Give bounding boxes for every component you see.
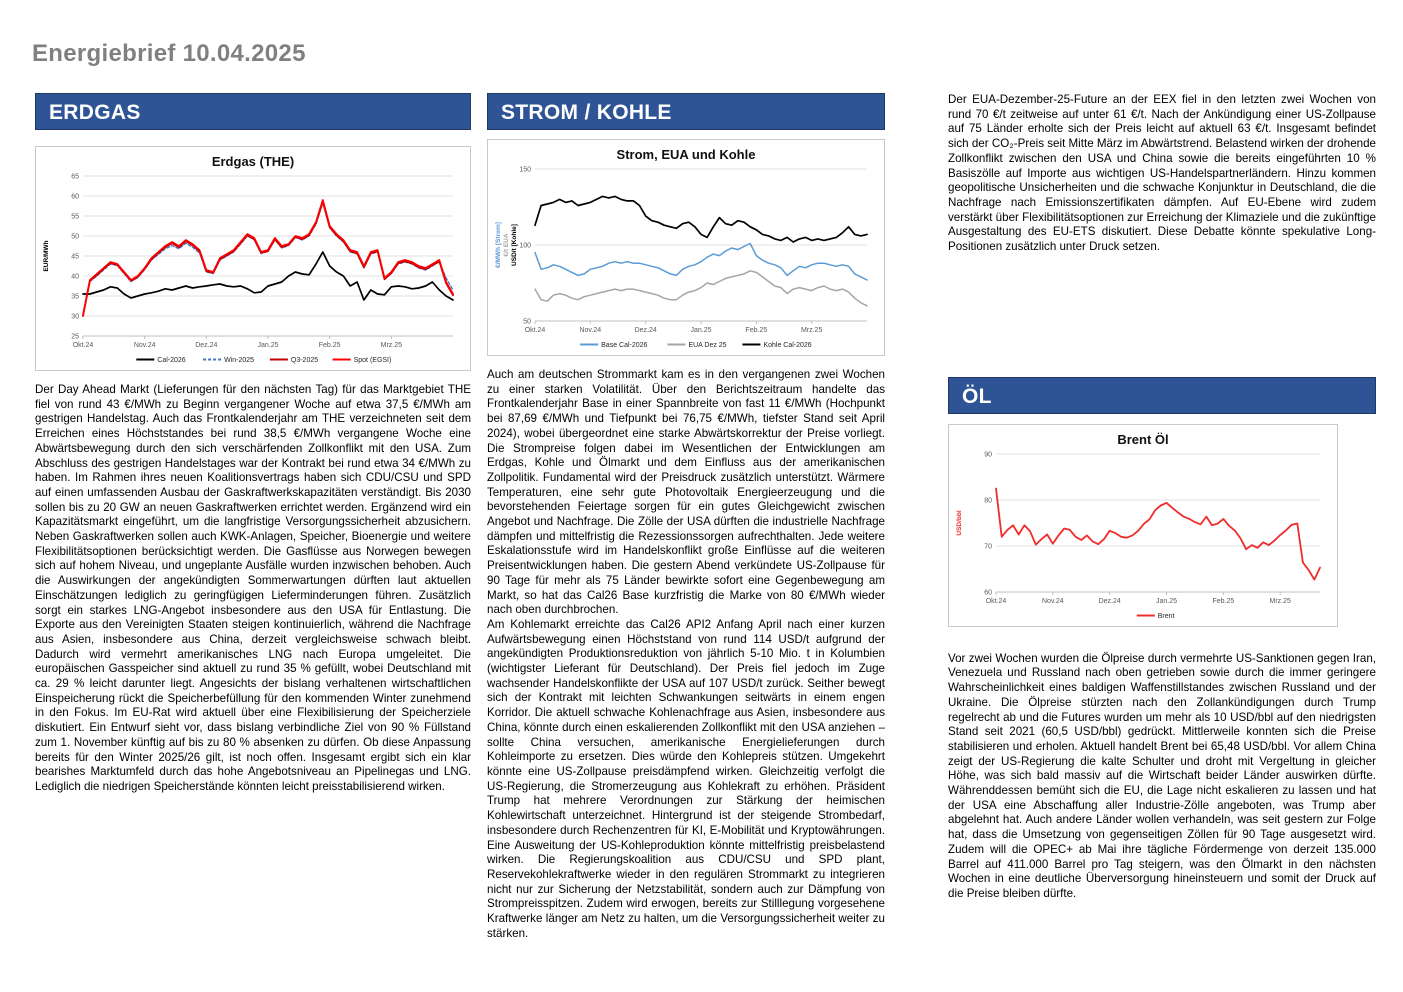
svg-text:EUA Dez 25: EUA Dez 25 — [688, 342, 727, 349]
svg-text:Cal-2026: Cal-2026 — [157, 357, 186, 364]
svg-text:40: 40 — [71, 273, 79, 281]
strom-chart-canvas — [491, 163, 881, 353]
svg-text:65: 65 — [71, 173, 79, 181]
column-eua-oel — [948, 93, 1376, 902]
strom-chart — [487, 139, 885, 356]
svg-text:Dez.24: Dez.24 — [195, 342, 218, 349]
oel-paragraph: Vor zwei Wochen wurden die Ölpreise durch vermehrte US-Sanktionen gegen Iran, Venezuela und Russland nach oben getrieben sowie durch die immer geringere Wahrscheinlichkeit eines baldigen Waffenstillstandes zwischen Russland und der Ukraine. Die Ölpreise stürzten nach den Zollankündigungen durch Trump regelrecht ab und die Futures wurden um mehr als 10 USD/bbl auf den niedrigsten Stand seit 2021 (60,5 USD/bbl) gedrückt. Mittlerweile konnten sich die Preise stabilisieren und erholen. Aktuell handelt Brent bei 65,48 USD/bbl. Vor allem China zeigt der US-Regierung die kalte Schulter und droht mit Vergeltung in gleicher Höhe, was sich bald massiv auf die Wirtschaft beider Länder auswirken dürfte. Währenddessen bemüht sich die EU, die Lage nicht eskalieren zu lassen und hat der USA eine Abschaffung aller Industrie-Zölle angeboten, was Trump aber abgelehnt hat. Auch andere Länder wollen verhandeln, was seit gestern zur Folge hat, dass die Umsetzung von gegenseitigen Zöllen für 90 Tage ausgesetzt wird. Zudem will die OPEC+ ab Mai ihre tägliche Fördermenge von derzeit 135.000 Barrel auf 411.000 Barrel pro Tag steigern, was den Ölmarkt in den nächsten Wochen in eine deutliche Überversorgung hineinsteuern und somit der Druck auf die Preise bleiben dürfte. — [948, 651, 1376, 900]
erdgas-paragraph: Der Day Ahead Markt (Lieferungen für den nächsten Tag) für das Marktgebiet THE fiel von rund 43 €/MWh zu Beginn vergangener Woche auf etwa 37,5 €/MWh am gestrigen Handelstag. Auch das Frontkalenderjahr am THE verzeichneten seit dem Erreichen eines Höchststandes bei rund 38,5 €/MWh vergangene Woche eine Abwärtsbewegung durch den sich verschärfenden Zollkonflikt mit den USA. Zum Abschluss des gestrigen Handelstages war der Kontrakt bei rund etwa 34 €/MWh zu haben. Im Rahmen ihres neuen Koalitionsvertrags haben sich CDU/CSU und SPD auf einen umfassenden Ausbau der Gaskraftwerkskapazitäten verständigt. Bis 2030 sollen bis zu 20 GW an neuen Gaskraftwerken errichtet werden. Ergänzend wird ein Kapazitätsmarkt eingeführt, um die langfristige Versorgungssicherheit abzusichern. Neben Gaskraftwerken sollen auch KWK-Anlagen, Speicher, Bioenergie und weitere Flexibilitätsoptionen berücksichtigt werden. Die Gasflüsse aus Norwegen bewegen sich auf hohem Niveau, und ungeplante Ausfälle wurden inzwischen behoben. Auch die Auswirkungen der angekündigten Sommerwartungen dürften laut aktuellen Einschätzungen lediglich zu geringfügigen Lieferminderungen führen. Zusätzlich sorgt ein starkes LNG-Angebot insbesondere aus den USA für Entlastung. Die Exporte aus den Vereinigten Staaten steigen kontinuierlich, während die Nachfrage aus Asien, insbesondere aus China, derzeit vergleichsweise schwach bleibt. Dadurch wird vermehrt amerikanisches LNG nach Europa umgeleitet. Die europäischen Gasspeicher sind aktuell zu rund 35 % gefüllt, wobei Deutschland mit ca. 29 % leicht darunter liegt. Angesichts der bislang verhaltenen wirtschaftlichen Einspeicherung rückt die Speicherbefüllung für den kommenden Winter zunehmend in den Fokus. Im EU-Rat wird aktuell über eine Flexibilisierung der Speicherziele diskutiert. Ein Entwurf sieht vor, dass bislang verbindliche Ziel von 90 % Füllstand zum 1. November künftig auf bis zu 80 % absenken zu dürfen. Ob diese Anpassung bereits für den Winter 2025/26 gilt, ist noch offen. Insgesamt ergibt sich ein klar bearishes Marktumfeld durch das hohe Angebotsniveau an Pipelinegas und LNG. Lediglich die niedrigen Speicherstände könnten leicht preisstabilisierend wirken. — [35, 383, 471, 793]
svg-text:Okt.24: Okt.24 — [524, 327, 546, 334]
svg-text:Feb.25: Feb.25 — [1212, 597, 1235, 605]
erdgas-chart-canvas — [39, 170, 467, 368]
brent-chart — [948, 424, 1338, 627]
erdgas-chart — [35, 146, 471, 371]
svg-text:Dez.24: Dez.24 — [634, 327, 657, 334]
svg-text:€/t EUA: €/t EUA — [503, 233, 510, 257]
svg-text:Nov.24: Nov.24 — [1042, 597, 1064, 605]
svg-text:25: 25 — [71, 333, 79, 341]
brent-chart-canvas — [952, 448, 1334, 624]
svg-text:50: 50 — [523, 318, 531, 326]
svg-text:Dez.24: Dez.24 — [1098, 597, 1121, 605]
svg-text:Okt.24: Okt.24 — [985, 597, 1007, 605]
eua-text — [948, 93, 1376, 255]
svg-text:Spot (EGSI): Spot (EGSI) — [353, 357, 392, 364]
svg-text:Kohle Cal-2026: Kohle Cal-2026 — [763, 342, 812, 349]
svg-text:35: 35 — [71, 293, 79, 301]
svg-text:Q3-2025: Q3-2025 — [290, 357, 319, 364]
erdgas-text — [35, 383, 471, 795]
oel-text — [948, 652, 1376, 902]
svg-text:Base Cal-2026: Base Cal-2026 — [601, 342, 648, 349]
svg-text:30: 30 — [71, 313, 79, 321]
svg-text:100: 100 — [519, 242, 531, 250]
svg-text:60: 60 — [984, 589, 992, 597]
svg-text:Win-2025: Win-2025 — [224, 357, 255, 364]
svg-text:55: 55 — [71, 213, 79, 221]
svg-text:USD/t [Kohle]: USD/t [Kohle] — [511, 224, 518, 266]
strom-paragraph: Auch am deutschen Strommarkt kam es in den vergangenen zwei Wochen zu einer starken Volatilität. Über den Berichtszeitraum handelte das Frontkalenderjahr Base in einer Spannbreite von fast 11 €/MWh (Hochpunkt bei 87,69 €/MWh und Tiefpunkt bei 76,75 €/MWh, tiefster Stand seit April 2024), wobei übergeordnet eine starke Abwärtskorrektur der Preise vorliegt. Die Strompreise folgen dabei im Wesentlichen der Entwicklungen am Erdgas, Kohle und Ölmarkt und dem Einfluss aus der amerikanischen Zollpolitik. Fundamental wird der Preisdruck zusätzlich unterstützt. Wärmere Temperaturen, eine sehr gute Photovoltaik Energieerzeugung und die bevorstehenden Feiertage sorgen für ein gutes Gleichgewicht zwischen Angebot und Nachfrage. Die Zölle der USA dürften die industrielle Nachfrage dämpfen und mittelfristig die Rezessionssorgen aufrechthalten. Jede weitere Eskalationsstufe wird im Handelskonflikt große Einflüsse auf die weiteren Preisentwicklungen haben. Die gestern Abend verkündete US-Zollpause für 90 Tage für mehr als 75 Länder bewirkte sofort eine Gegenbewegung am Markt, so hat das Cal26 Base kurzfristig die Marke von 80 €/MWh wieder nach oben durchbrochen. — [487, 368, 885, 617]
svg-text:Jan.25: Jan.25 — [1156, 597, 1178, 605]
chart-svg — [39, 170, 467, 368]
section-header-erdgas: ERDGAS — [35, 93, 471, 130]
svg-text:Okt.24: Okt.24 — [72, 342, 94, 349]
svg-text:Mrz.25: Mrz.25 — [800, 327, 823, 334]
svg-text:Brent: Brent — [1157, 612, 1175, 620]
column-strom-kohle — [487, 93, 885, 941]
strom-chart-title: Strom, EUA und Kohle — [616, 147, 756, 162]
svg-text:€/MWh [Strom]: €/MWh [Strom] — [495, 222, 502, 268]
svg-text:Jan.25: Jan.25 — [257, 342, 279, 349]
chart-svg — [952, 448, 1334, 624]
svg-text:Mrz.25: Mrz.25 — [380, 342, 403, 349]
erdgas-chart-title: Erdgas (THE) — [211, 154, 295, 169]
svg-text:Feb.25: Feb.25 — [745, 327, 768, 334]
svg-text:90: 90 — [984, 451, 992, 459]
kohle-paragraph: Am Kohlemarkt erreichte das Cal26 API2 Anfang April nach einer kurzen Aufwärtsbewegung einen Höchststand von rund 114 USD/t aufgrund der angekündigten Produktionsreduktion von jährlich 5-10 Mio. t in Kolumbien (wichtigster Lieferant für Deutschland). Der Preis fiel jedoch im Zuge wachsender Handelskonflikte der USA auf 107 USD/t zurück. Seither bewegt sich der Kontrakt mit leichten Schwankungen seitwärts in einem engen Korridor. Die aktuell schwache Kohlenachfrage aus Asien, insbesondere aus China, könnte durch einen eskalierenden Zollkonflikt mit den USA anziehen – sollte China versuchen, amerikanische Energielieferungen durch Kohleimporte zu ersetzen. Dies würde den Kohlepreis stützen. Umgekehrt könnte eine US-Zollpause preisdämpfend wirken. Gleichzeitig verfolgt die US-Regierung, die Stromerzeugung aus Kohlekraft zu erhöhen. Präsident Trump hat mehrere Verordnungen zur Stärkung der heimischen Kohlewirtschaft unterzeichnet. Hintergrund ist der steigende Strombedarf, insbesondere durch Rechenzentren für KI, E-Mobilität und Kryptowährungen. Eine Ausweitung der US-Kohleproduktion könnte mittelfristig preisbelastend wirken. Die Regierungskoalition aus CDU/CSU und SPD plant, Reservekohlekraftwerke wieder in den regulären Strommarkt zu integrieren nicht nur zur Sicherung der Netzstabilität, sondern auch zur Dämpfung von Strompreisspitzen. Zudem wird erwogen, bereits zur Stilllegung vorgesehene Kraftwerke länger am Netz zu halten, um die Versorgungssicherheit weiter zu stärken. — [487, 617, 885, 940]
svg-text:45: 45 — [71, 253, 79, 261]
svg-text:Mrz.25: Mrz.25 — [1269, 597, 1291, 605]
svg-text:70: 70 — [984, 543, 992, 551]
svg-text:Nov.24: Nov.24 — [133, 342, 156, 349]
svg-text:EUR/MWh: EUR/MWh — [43, 240, 50, 272]
svg-text:80: 80 — [984, 497, 992, 505]
svg-text:Jan.25: Jan.25 — [690, 327, 712, 334]
brent-chart-title: Brent Öl — [1117, 431, 1169, 447]
column-erdgas — [35, 93, 471, 795]
eua-paragraph: Der EUA-Dezember-25-Future an der EEX fiel in den letzten zwei Wochen von rund 70 €/t zeitweise auf unter 61 €/t. Nach der Ankündigung einer US-Zollpause auf 75 Länder erholte sich der Preis leicht auf aktuell 63 €/t. Insgesamt befindet sich der CO₂-Preis seit Mitte März im Abwärtstrend. Belastend wirken der drohende Zollkonflikt zwischen den USA und China sowie die bereits eingeführten 10 % Basiszölle auf Importe aus wichtigen US-Handelspartnerländern. Hinzu kommen geopolitische Unsicherheiten und die schwache Konjunktur in Deutschland, die die Nachfrage nach Emissionszertifikaten dämpfen. Auf EU-Ebene wird zudem verstärkt über Flexibilitätsoptionen zur Erreichung der Klimaziele und die zukünftige Ausgestaltung des EU-ETS diskutiert. Diese Debatte könnte spekulative Long-Positionen zusätzlich unter Druck setzen. — [948, 93, 1376, 254]
svg-text:USD/bbl: USD/bbl — [956, 510, 963, 536]
chart-svg — [491, 163, 881, 353]
strom-kohle-text — [487, 368, 885, 941]
section-header-oel: ÖL — [948, 377, 1376, 414]
page-title: Energiebrief 10.04.2025 — [32, 40, 306, 67]
svg-text:Nov.24: Nov.24 — [579, 327, 602, 334]
svg-text:60: 60 — [71, 193, 79, 201]
svg-text:150: 150 — [519, 166, 531, 174]
svg-text:Feb.25: Feb.25 — [318, 342, 341, 349]
section-header-strom-kohle: STROM / KOHLE — [487, 93, 885, 130]
svg-text:50: 50 — [71, 233, 79, 241]
